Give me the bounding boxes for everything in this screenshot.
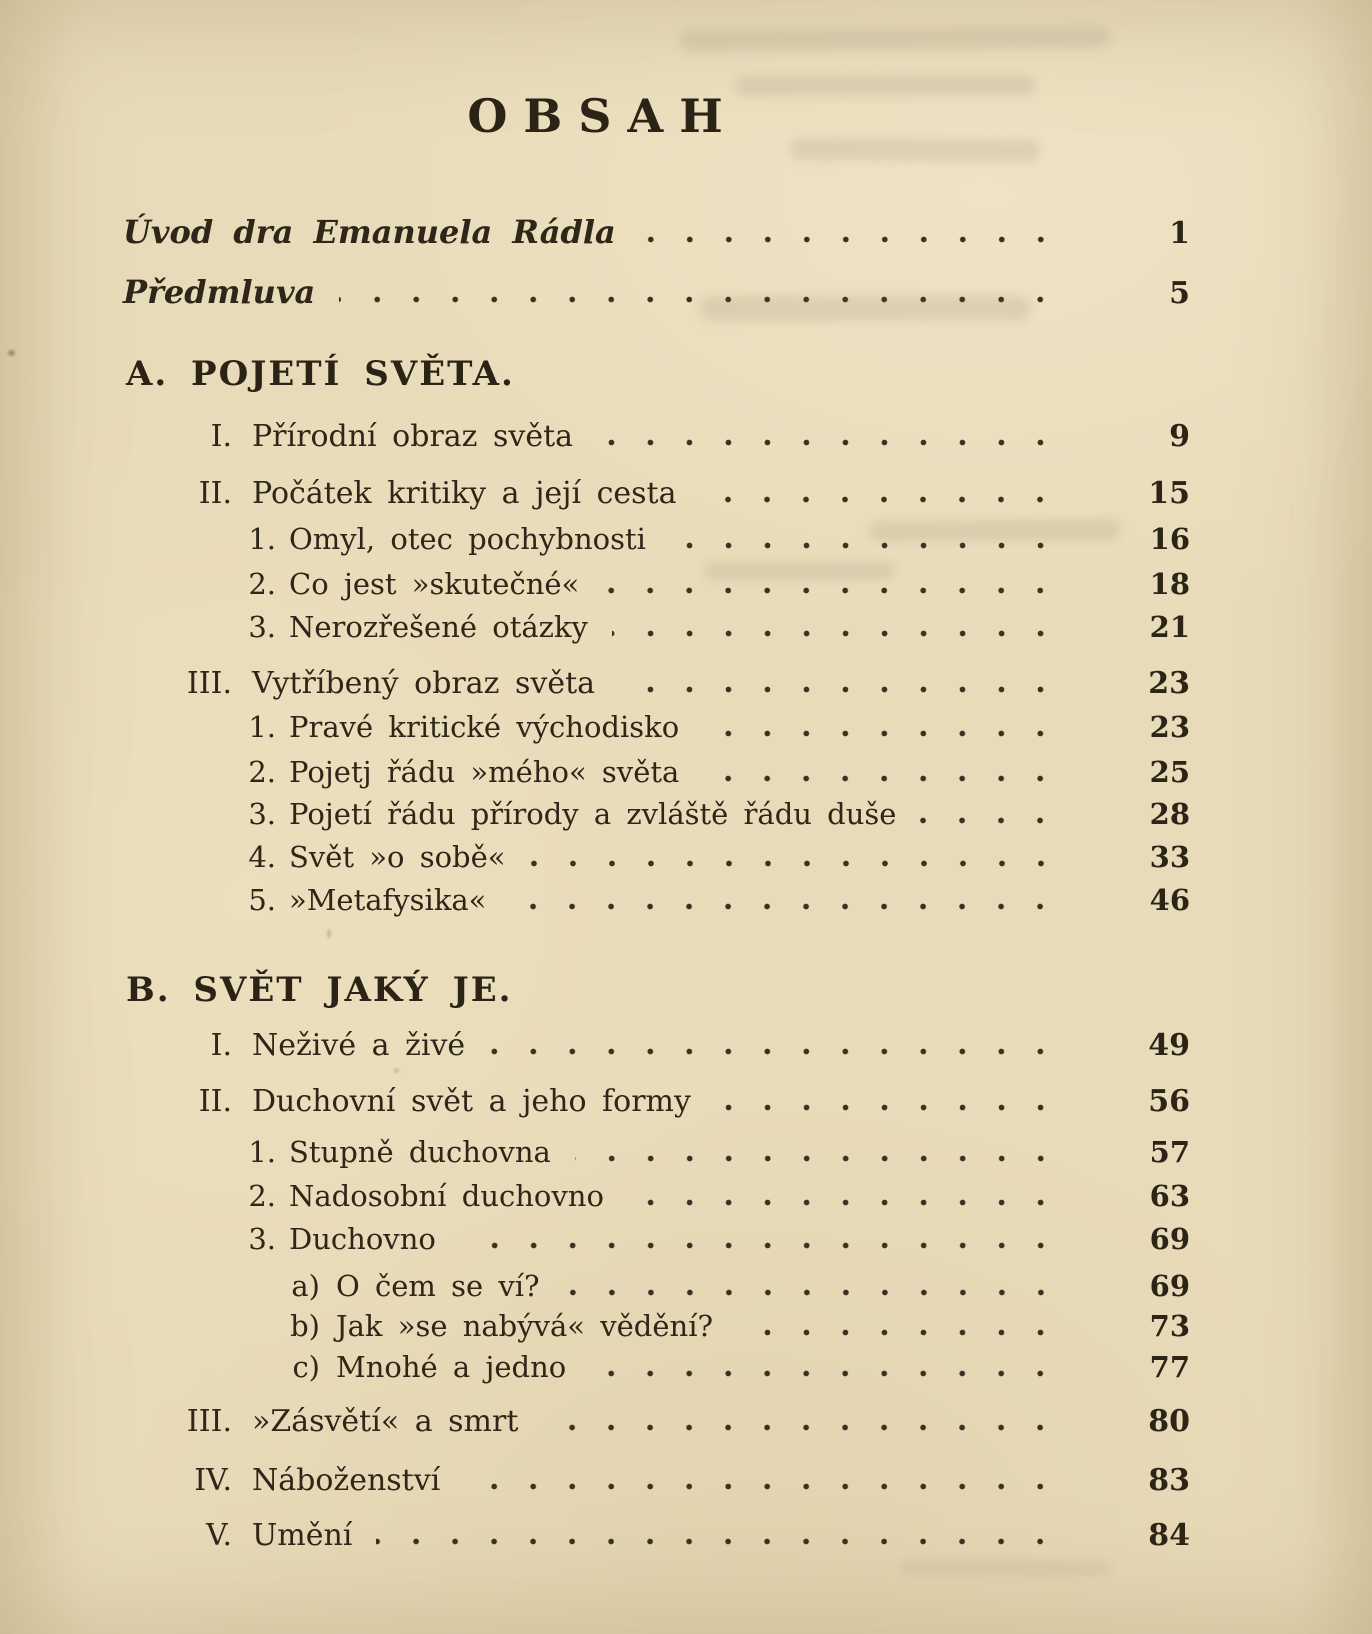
toc-entry-number: II. [198,476,232,511]
dot-leader [460,1242,1076,1249]
toc-entry [0,274,1372,312]
toc-entry [0,839,1372,875]
toc-entry-label: Duchovno [289,1222,436,1256]
toc-entry-label: Nerozřešené otázky [289,610,588,644]
toc-entry-label: »Zásvětí« a smrt [252,1404,519,1439]
toc-entry-number: 1. [248,1135,276,1169]
toc-entry-number: I. [210,1028,232,1063]
toc-entry-page: 25 [1149,755,1190,789]
toc-entry-number: 1. [248,522,276,556]
dot-leader [510,903,1076,910]
toc-entry-number: a) [291,1269,320,1303]
dot-leader [564,1289,1076,1296]
dot-leader [603,587,1076,594]
toc-entry-page: 46 [1149,883,1190,917]
dot-leader [703,775,1076,782]
dot-leader [464,1483,1076,1490]
toc-entry-label: Co jest »skutečné« [289,567,580,601]
toc-entry-page: 28 [1149,797,1190,831]
dot-leader [376,1538,1076,1545]
toc-entry-label: Pojetí řádu přírody a zvláště řádu duše [289,797,897,831]
toc-entry-label: O čem se ví? [336,1269,540,1303]
table-of-contents [0,214,1372,1554]
toc-entry [0,521,1372,557]
dot-leader [715,1104,1076,1111]
toc-entry-number: 4. [248,840,276,874]
toc-entry-number: 2. [248,567,276,601]
dot-leader [703,730,1076,737]
toc-entry [0,419,1372,455]
dot-leader [575,1155,1076,1162]
toc-entry [0,1308,1372,1344]
dot-leader [670,542,1076,549]
toc-entry-number: 3. [248,610,276,644]
toc-entry-page: 84 [1148,1518,1190,1553]
toc-entry-page: 69 [1149,1222,1190,1256]
toc-entry-page: 23 [1148,666,1190,701]
toc-entry [0,609,1372,645]
toc-entry-page: 21 [1149,610,1190,644]
toc-entry-page: 16 [1149,522,1190,556]
dot-leader [612,630,1076,637]
dot-leader [920,817,1076,824]
toc-entry-number: c) [292,1350,320,1384]
toc-entry-number: I. [210,419,232,454]
toc-entry [0,476,1372,512]
toc-entry-number: 3. [248,797,276,831]
dot-leader [489,1048,1076,1055]
toc-entry-number: 3. [248,1222,276,1256]
toc-entry-label: Umění [252,1518,353,1553]
toc-entry-number: II. [198,1084,232,1119]
toc-entry [0,1268,1372,1304]
toc-entry-label: Přírodní obraz světa [252,419,574,454]
toc-entry [0,709,1372,745]
toc-entry-page: 23 [1149,710,1190,744]
page-title: OBSAH [467,89,739,143]
toc-entry-number: b) [290,1309,320,1343]
dot-leader [737,1329,1076,1336]
toc-entry-label: Předmluva [123,273,316,311]
toc-entry-label: Mnohé a jedno [336,1350,567,1384]
dot-leader [640,236,1076,243]
toc-entry-label: Svět »o sobě« [289,840,506,874]
dot-leader [339,296,1076,303]
toc-entry-number: 2. [248,1179,276,1213]
section-heading: A. POJETÍ SVĚTA. [126,354,515,394]
toc-entry [0,1518,1372,1554]
toc-entry-label: Náboženství [252,1463,441,1498]
toc-entry-page: 77 [1149,1350,1190,1384]
page-header [0,84,1190,148]
toc-entry [0,1404,1372,1440]
toc-entry-label: »Metafysika« [289,883,487,917]
toc-entry [0,796,1372,832]
bleedthrough-smudge [900,1560,1110,1576]
toc-entry-page: 83 [1148,1463,1190,1498]
toc-entry-number: V. [206,1518,232,1553]
toc-entry-label: Úvod dra Emanuela Rádla [123,213,616,251]
toc-entry [0,1084,1372,1120]
toc-entry-page: 9 [1169,419,1190,454]
toc-entry [0,566,1372,602]
toc-entry [0,754,1372,790]
toc-entry-number: III. [186,666,232,701]
toc-entry-page: 56 [1148,1084,1190,1119]
toc-entry [0,1178,1372,1214]
toc-entry [0,882,1372,918]
toc-entry-page: 73 [1149,1309,1190,1343]
toc-entry-label: Počátek kritiky a její cesta [252,476,677,511]
toc-entry-page: 18 [1149,567,1190,601]
toc-entry-page: 33 [1149,840,1190,874]
toc-entry-label: Stupně duchovna [289,1135,551,1169]
toc-entry [0,214,1372,252]
toc-entry-page: 69 [1149,1269,1190,1303]
toc-entry-label: Duchovní svět a jeho formy [252,1084,691,1119]
toc-entry [0,1463,1372,1499]
dot-leader [619,686,1076,693]
toc-entry-label: Neživé a živé [252,1028,466,1063]
bleedthrough-smudge [680,26,1110,53]
dot-leader [597,439,1076,446]
toc-entry-page: 63 [1149,1179,1190,1213]
toc-entry [0,1349,1372,1385]
toc-entry-number: III. [186,1404,232,1439]
toc-entry-label: Omyl, otec pochybnosti [289,522,646,556]
toc-entry [0,666,1372,702]
dot-leader [530,860,1076,867]
toc-entry-page: 5 [1169,276,1190,311]
toc-entry-label: Vytříbený obraz světa [252,666,596,701]
toc-entry-label: Pojetj řádu »mého« světa [289,755,680,789]
toc-entry-page: 15 [1148,476,1190,511]
toc-entry-page: 1 [1169,216,1190,251]
section-heading: B. SVĚT JAKÝ JE. [126,970,513,1010]
toc-entry [0,1028,1372,1064]
dot-leader [700,496,1076,503]
toc-entry-number: IV. [194,1463,232,1498]
toc-entry-page: 80 [1148,1404,1190,1439]
toc-entry-number: 2. [248,755,276,789]
toc-entry-page: 57 [1149,1135,1190,1169]
toc-entry [0,1134,1372,1170]
toc-entry [0,1221,1372,1257]
dot-leader [542,1424,1076,1431]
dot-leader [590,1370,1076,1377]
toc-entry-label: Nadosobní duchovno [289,1179,604,1213]
toc-entry-number: 1. [248,710,276,744]
dot-leader [628,1199,1076,1206]
toc-entry-label: Pravé kritické východisko [289,710,680,744]
toc-entry-number: 5. [248,883,276,917]
toc-entry-label: Jak »se nabývá« vědění? [336,1309,714,1343]
toc-entry-page: 49 [1148,1028,1190,1063]
